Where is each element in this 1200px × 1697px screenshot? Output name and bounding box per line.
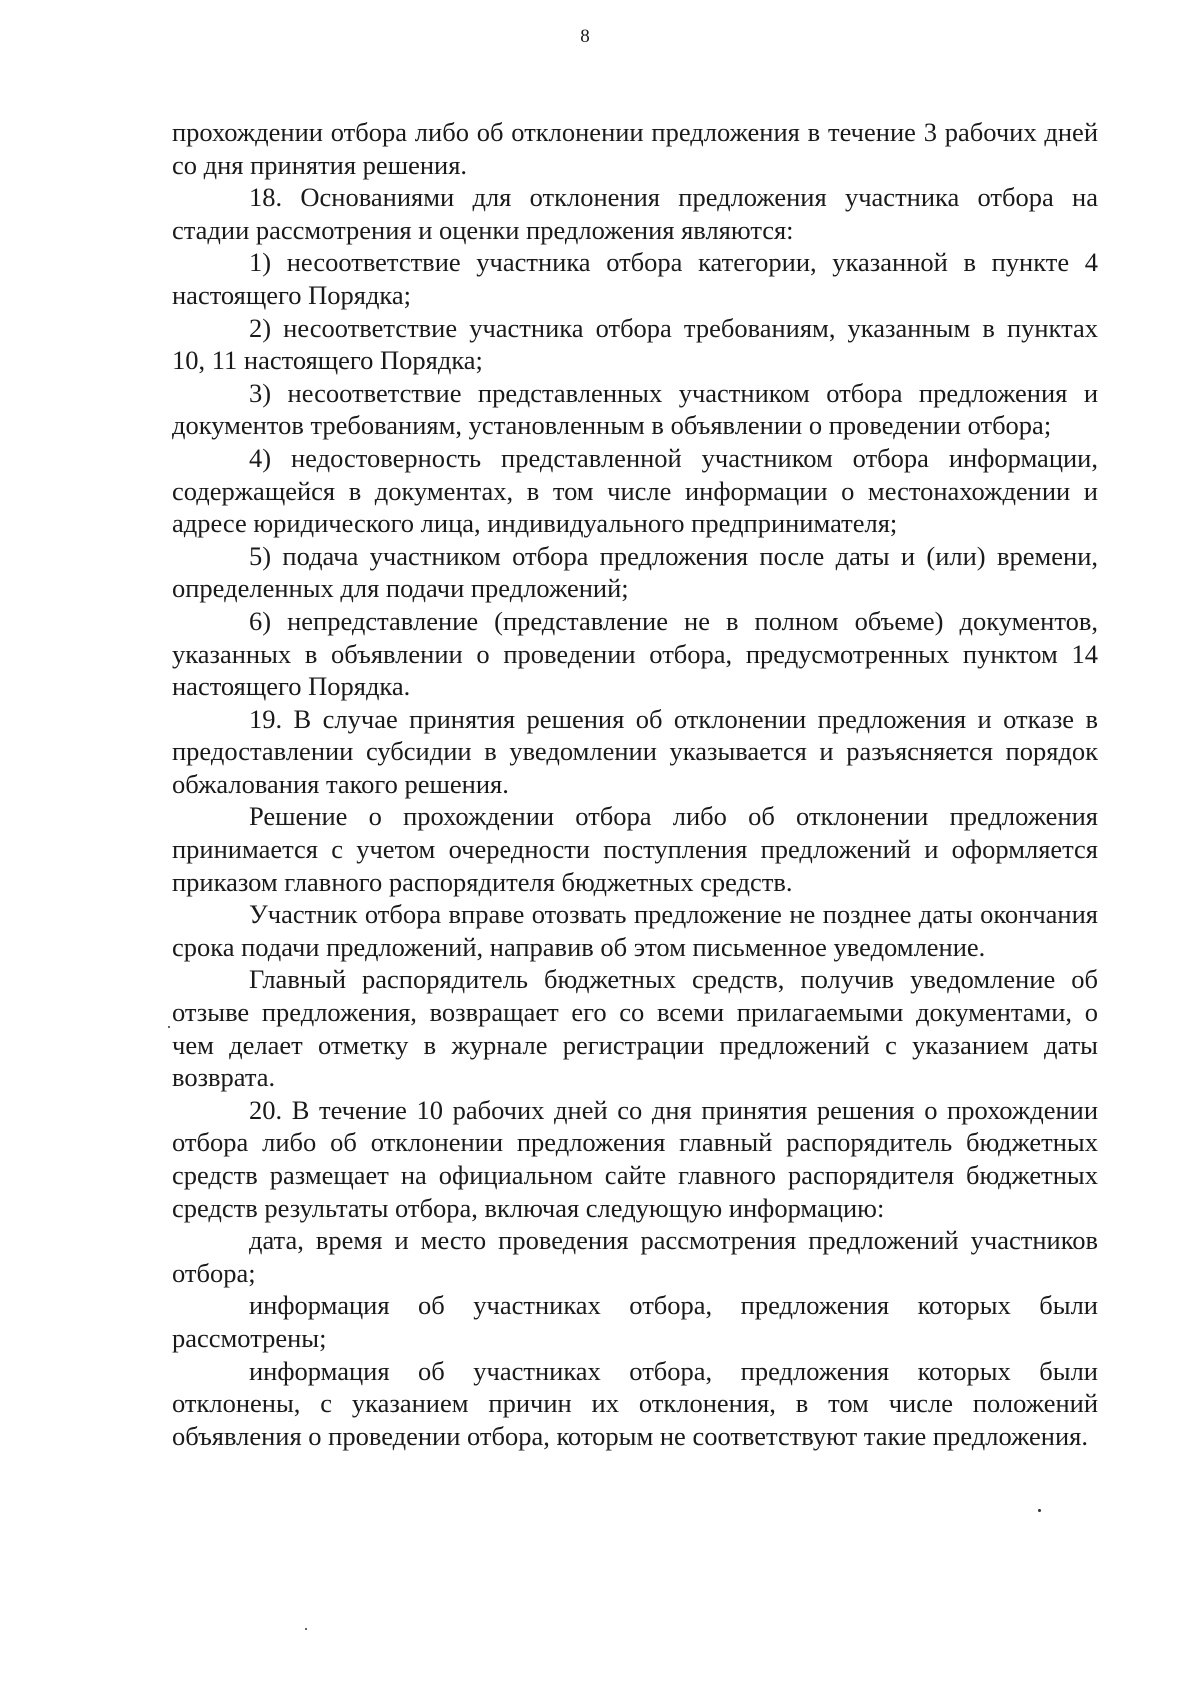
subitem-5: 5) подача участником отбора предложения после даты и (или) времени, определенных для подачи предложений; bbox=[172, 540, 1098, 604]
paragraph-continuation: прохождении отбора либо об отклонении предложения в течение 3 рабочих дней со дня принятия решения. bbox=[172, 117, 1098, 180]
scan-speck bbox=[1038, 1509, 1041, 1512]
paragraph-item-18: 18. Основаниями для отклонения предложения участника отбора на стадии рассмотрения и оценки предложения являются: bbox=[172, 182, 1098, 245]
subitem-4: 4) недостоверность представленной участником отбора информации, содержащейся в документах, в том числе информации о местонахождении и адресе юридического лица, индивидуального предпринимателя; bbox=[172, 442, 1098, 539]
page-number: 8 bbox=[580, 26, 590, 47]
subitem-3: 3) несоответствие представленных участником отбора предложения и документов требованиям, установленным в объявлении о проведении отбора; bbox=[172, 377, 1098, 441]
list-item-date-time-place: дата, время и место проведения рассмотрения предложений участников отбора; bbox=[172, 1225, 1098, 1288]
paragraph-return: Главный распорядитель бюджетных средств, получив уведомление об отзыве предложения, возвращает его со всеми прилагаемыми документами, о чем делает отметку в журнале регистрации предложений с указанием даты возврата. bbox=[172, 964, 1098, 1093]
paragraph-decision: Решение о прохождении отбора либо об отклонении предложения принимается с учетом очередности поступления предложений и оформляется приказом главного распорядителя бюджетных средств. bbox=[172, 801, 1098, 897]
subitem-2: 2) несоответствие участника отбора требованиям, указанным в пунктах 10, 11 настоящего Порядка; bbox=[172, 312, 1098, 376]
list-item-rejected-participants: информация об участниках отбора, предложения которых были отклонены, с указанием причин их отклонения, в том числе положений объявления о проведении отбора, которым не соответствуют такие предложения. bbox=[172, 1355, 1098, 1451]
scan-speck bbox=[168, 1026, 170, 1028]
list-item-considered-participants: информация об участниках отбора, предложения которых были рассмотрены; bbox=[172, 1290, 1098, 1353]
paragraph-item-20: 20. В течение 10 рабочих дней со дня принятия решения о прохождении отбора либо об отклонении предложения главный распорядитель бюджетных средств размещает на официальном сайте главного распорядителя бюджетных средств результаты отбора, включая следующую информацию: bbox=[172, 1094, 1098, 1223]
document-body bbox=[172, 116, 1098, 1452]
paragraph-withdrawal: Участник отбора вправе отозвать предложение не позднее даты окончания срока подачи предложений, направив об этом письменное уведомление. bbox=[172, 899, 1098, 962]
scan-speck bbox=[305, 1628, 307, 1630]
subitem-6: 6) непредставление (представление не в полном объеме) документов, указанных в объявлении о проведении отбора, предусмотренных пунктом 14 настоящего Порядка. bbox=[172, 605, 1098, 702]
subitem-1: 1) несоответствие участника отбора категории, указанной в пункте 4 настоящего Порядка; bbox=[172, 247, 1098, 310]
paragraph-item-19: 19. В случае принятия решения об отклонении предложения и отказе в предоставлении субсидии в уведомлении указывается и разъясняется порядок обжалования такого решения. bbox=[172, 703, 1098, 799]
